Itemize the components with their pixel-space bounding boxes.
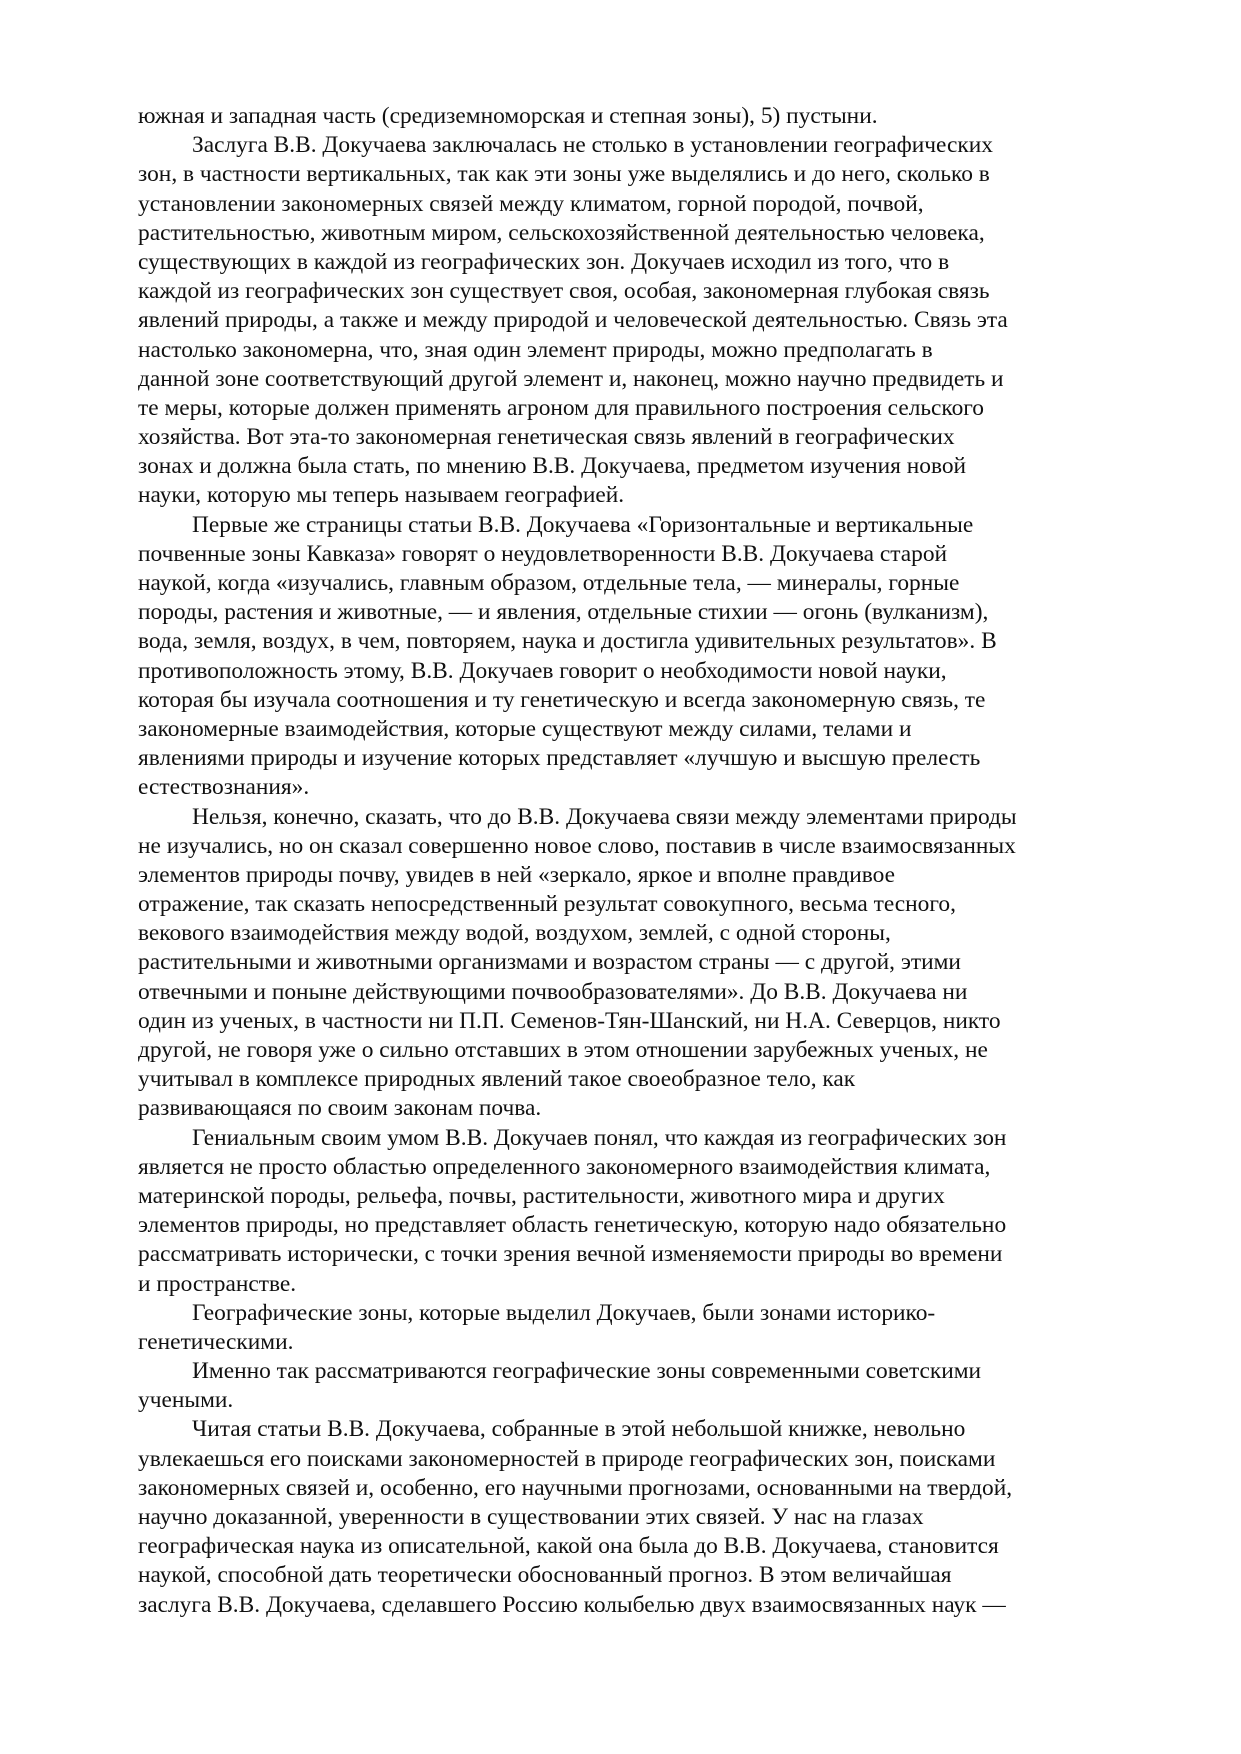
- text-line: вода, земля, воздух, в чем, повторяем, наука и достигла удивительных результатов». В: [138, 628, 997, 655]
- paragraph: [138, 1299, 1106, 1357]
- text-line: Географические зоны, которые выделил Докучаев, были зонами историко-: [192, 1299, 936, 1326]
- paragraph: [138, 511, 1106, 803]
- text-line: развивающаяся по своим законам почва.: [138, 1095, 542, 1122]
- text-line: рассматривать исторически, с точки зрения вечной изменяемости природы во времени: [138, 1241, 1003, 1268]
- paragraph: [138, 1357, 1106, 1415]
- text-line: генетическими.: [138, 1328, 294, 1355]
- text-line: которая бы изучала соотношения и ту генетическую и всегда закономерную связь, те: [138, 686, 986, 713]
- text-line: не изучались, но он сказал совершенно новое слово, поставив в числе взаимосвязанных: [138, 832, 1016, 859]
- text-line: учеными.: [138, 1387, 234, 1414]
- text-line: настолько закономерна, что, зная один элемент природы, можно предполагать в: [138, 336, 933, 363]
- text-line: Нельзя, конечно, сказать, что до В.В. Докучаева связи между элементами природы: [192, 803, 1017, 830]
- text-line: закономерные взаимодействия, которые существуют между силами, телами и: [138, 715, 912, 742]
- text-line: учитывал в комплексе природных явлений такое своеобразное тело, как: [138, 1066, 856, 1093]
- paragraph: [138, 131, 1106, 510]
- text-line: южная и западная часть (средиземноморская и степная зоны), 5) пустыни.: [138, 103, 878, 129]
- text-line: явлениями природы и изучение которых представляет «лучшую и высшую прелесть: [138, 745, 981, 772]
- text-line: те меры, которые должен применять агроном для правильного построения сельского: [138, 394, 985, 421]
- text-line: наукой, способной дать теоретически обоснованный прогноз. В этом величайшая: [138, 1562, 952, 1589]
- text-line: науки, которую мы теперь называем географией.: [138, 482, 625, 509]
- text-line: естествознания».: [138, 774, 310, 801]
- text-line: увлекаешься его поисками закономерностей в природе географических зон, поисками: [138, 1445, 996, 1472]
- text-line: существующих в каждой из географических зон. Докучаев исходил из того, что в: [138, 248, 950, 275]
- paragraph: [138, 102, 1106, 131]
- text-line: Читая статьи В.В. Докучаева, собранные в этой небольшой книжке, невольно: [192, 1416, 966, 1443]
- text-line: научно доказанной, уверенности в существовании этих связей. У нас на глазах: [138, 1504, 924, 1530]
- text-line: каждой из географических зон существует своя, особая, закономерная глубокая связь: [138, 278, 990, 305]
- document-page: [138, 102, 1106, 1620]
- text-line: хозяйства. Вот эта-то закономерная генетическая связь явлений в географических: [138, 424, 955, 451]
- text-line: элементов природы, но представляет область генетическую, которую надо обязательно: [138, 1212, 1007, 1239]
- text-line: зонах и должна была стать, по мнению В.В. Докучаева, предметом изучения новой: [138, 453, 967, 480]
- text-line: Именно так рассматриваются географические зоны современными советскими: [192, 1358, 982, 1385]
- text-line: отвечными и поныне действующими почвообразователями». До В.В. Докучаева ни: [138, 978, 968, 1005]
- text-line: явлений природы, а также и между природой и человеческой деятельностью. Связь эта: [138, 307, 1008, 334]
- text-line: один из ученых, в частности ни П.П. Семенов-Тян-Шанский, ни Н.А. Северцов, никто: [138, 1007, 1001, 1034]
- text-line: географическая наука из описательной, какой она была до В.В. Докучаева, становится: [138, 1533, 999, 1560]
- text-line: заслуга В.В. Докучаева, сделавшего Россию колыбелью двух взаимосвязанных наук —: [138, 1591, 1006, 1618]
- paragraph: [138, 803, 1106, 1124]
- text-line: Заслуга В.В. Докучаева заключалась не столько в установлении географических: [192, 132, 993, 159]
- text-line: Гениальным своим умом В.В. Докучаев понял, что каждая из географических зон: [192, 1124, 1007, 1151]
- text-line: зон, в частности вертикальных, так как эти зоны уже выделялись и до него, сколько в: [138, 161, 990, 188]
- text-line: данной зоне соответствующий другой элемент и, наконец, можно научно предвидеть и: [138, 365, 1004, 392]
- paragraph: [138, 1124, 1106, 1299]
- text-line: установлении закономерных связей между климатом, горной породой, почвой,: [138, 190, 924, 217]
- text-line: породы, растения и животные, — и явления, отдельные стихии — огонь (вулканизм),: [138, 599, 989, 626]
- text-line: векового взаимодействия между водой, воздухом, землей, с одной стороны,: [138, 920, 891, 947]
- text-line: почвенные зоны Кавказа» говорят о неудовлетворенности В.В. Докучаева старой: [138, 540, 948, 567]
- text-line: Первые же страницы статьи В.В. Докучаева «Горизонтальные и вертикальные: [192, 511, 974, 538]
- paragraph: [138, 1415, 1106, 1619]
- text-line: растительностью, животным миром, сельскохозяйственной деятельностью человека,: [138, 219, 985, 246]
- text-line: отражение, так сказать непосредственный результат совокупного, весьма тесного,: [138, 891, 956, 918]
- text-line: элементов природы почву, увидев в ней «зеркало, яркое и вполне правдивое: [138, 861, 896, 888]
- text-line: и пространстве.: [138, 1270, 297, 1297]
- text-line: материнской породы, рельефа, почвы, растительности, животного мира и других: [138, 1182, 945, 1209]
- text-line: растительными и животными организмами и возрастом страны — с другой, этими: [138, 949, 961, 976]
- text-line: наукой, когда «изучались, главным образом, отдельные тела, — минералы, горные: [138, 570, 960, 596]
- text-line: противоположность этому, В.В. Докучаев говорит о необходимости новой науки,: [138, 657, 947, 684]
- text-line: другой, не говоря уже о сильно отставших в этом отношении зарубежных ученых, не: [138, 1037, 988, 1063]
- text-line: является не просто областью определенного закономерного взаимодействия климата,: [138, 1153, 991, 1180]
- text-line: закономерных связей и, особенно, его научными прогнозами, основанными на твердой,: [138, 1474, 1013, 1501]
